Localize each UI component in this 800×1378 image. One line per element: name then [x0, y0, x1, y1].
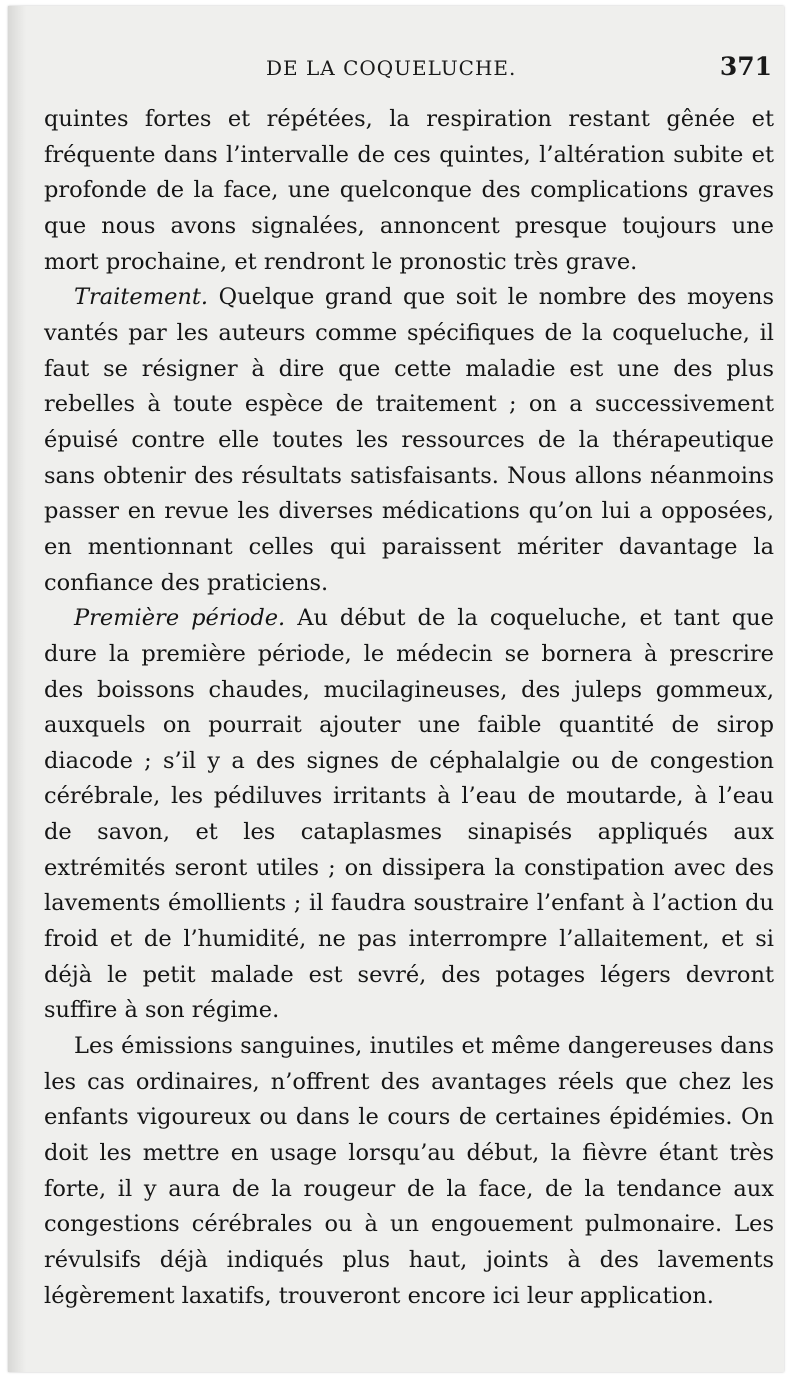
- paragraph-emissions-sanguines: [44, 1029, 774, 1314]
- paragraph-prognosis-continued: [44, 102, 774, 280]
- running-title: DE LA COQUELUCHE.: [266, 56, 517, 80]
- paragraph-text: Les émissions sanguines, inutiles et même dangereuses dans les cas ordinaires, n’offrent des avantages réels que chez les enfants vigoureux ou dans le cours de certaines épidémies. On doit les mettre en usage lorsqu’au début, la fièvre étant très forte, il y aura de la rougeur de la face, de la tendance aux congestions cérébrales ou à un engouement pulmonaire. Les révulsifs déjà indiqués plus haut, joints à des lavements légèrement laxatifs, trouveront encore ici leur application.: [44, 1033, 774, 1309]
- page-header: [44, 50, 774, 90]
- paragraph-text: quintes fortes et répétées, la respiration restant gênée et fréquente dans l’intervalle de ces quintes, l’altération subite et profonde de la face, une quelconque des complications graves que nous avons signalées, annoncent presque toujours une mort prochaine, et rendront le pronostic très grave.: [44, 106, 774, 275]
- book-page: [8, 6, 784, 1372]
- body-text: [44, 102, 774, 1314]
- paragraph-text: Quelque grand que soit le nombre des moyens vantés par les auteurs comme spécifiques de la coqueluche, il faut se résigner à dire que cette maladie est une des plus rebelles à toute espèce de traitement ; on a successivement épuisé contre elle toutes les ressources de la thérapeutique sans obtenir des résultats satisfaisants. Nous allons néanmoins passer en revue les diverses médications qu’on lui a opposées, en mentionnant celles qui paraissent mériter davantage la confiance des praticiens.: [44, 284, 774, 596]
- paragraph-traitement: [44, 280, 774, 601]
- paragraph-text: Au début de la coqueluche, et tant que dure la première période, le médecin se bornera à prescrire des boissons chaudes, mucilagineuses, des juleps gommeux, auxquels on pourrait ajouter une faible quantité de sirop diacode ; s’il y a des signes de céphalalgie ou de congestion cérébrale, les pédiluves irritants à l’eau de moutarde, à l’eau de savon, et les cataplasmes sinapisés appliqués aux extrémités seront utiles ; on dissipera la constipation avec des lavements émollients ; il faudra soustraire l’enfant à l’action du froid et de l’humidité, ne pas interrompre l’allaitement, et si déjà le petit malade est sevré, des potages légers devront suffire à son régime.: [44, 605, 774, 1024]
- page-number: 371: [719, 52, 772, 81]
- section-heading-traitement: Traitement.: [74, 284, 209, 311]
- page-gutter: [8, 6, 26, 1372]
- section-heading-premiere-periode: Première période.: [74, 605, 286, 632]
- paragraph-premiere-periode: [44, 601, 774, 1029]
